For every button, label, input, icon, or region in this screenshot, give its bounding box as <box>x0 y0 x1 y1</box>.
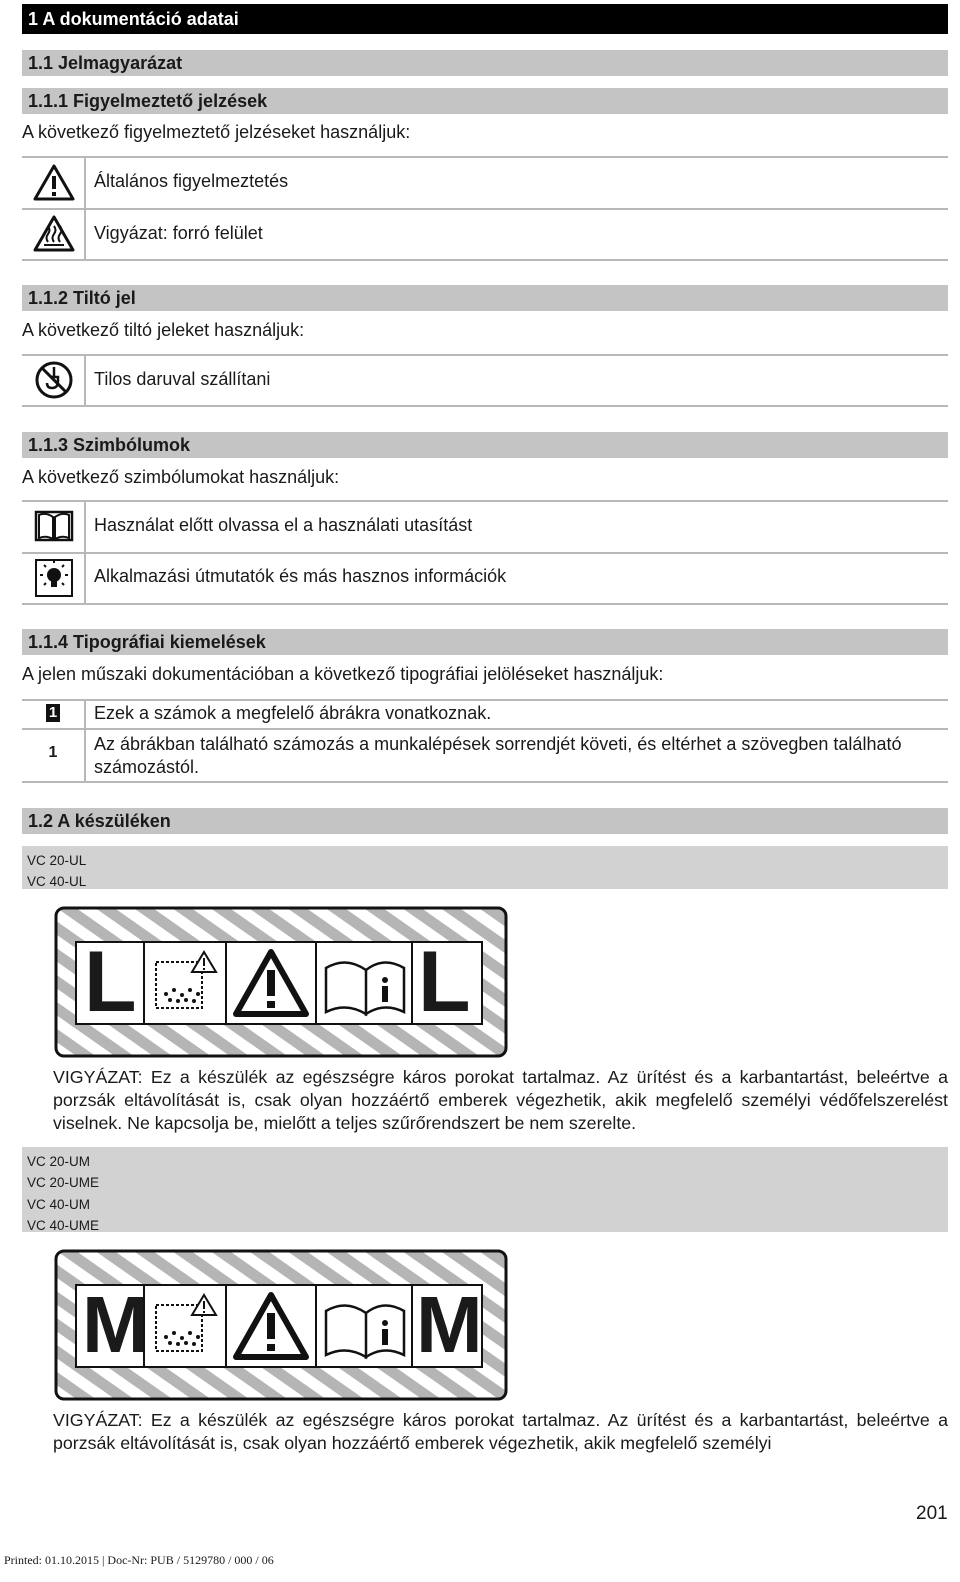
lightbulb-icon <box>30 556 78 600</box>
list-item: Általános figyelmeztetés <box>94 171 289 191</box>
table-divider <box>22 354 948 356</box>
print-footer: Printed: 01.10.2015 | Doc-Nr: PUB / 5129780 / 000 / 06 <box>4 1553 274 1567</box>
hot-surface-icon <box>30 212 78 256</box>
model-name: VC 40-UME <box>27 1217 100 1233</box>
model-name: VC 20-UME <box>27 1175 100 1191</box>
section-title-1-2: 1.2 A készüléken <box>22 808 948 834</box>
table-divider <box>22 781 948 783</box>
table-divider <box>84 355 86 405</box>
list-item: Az ábrákban található számozás a munkalépések sorrendjét követi, és eltérhet a szövegben található számozástól. <box>94 734 902 777</box>
table-divider <box>22 259 948 261</box>
section-intro: A jelen műszaki dokumentációban a következő tipográfiai jelöléseket használjuk: <box>22 664 664 684</box>
list-item: Alkalmazási útmutatók és más hasznos információk <box>94 566 507 586</box>
section-title-1-1-2: 1.1.2 Tiltó jel <box>22 285 948 311</box>
figure-number-marker: 1 <box>46 704 60 722</box>
list-item: Ezek a számok a megfelelő ábrákra vonatkoznak. <box>94 703 492 723</box>
table-divider <box>22 699 948 701</box>
hazard-class-letter: M <box>416 1280 483 1369</box>
table-divider <box>22 405 948 407</box>
warning-text: VIGYÁZAT: Ez a készülék az egészségre káros porokat tartalmaz. Az ürítést és a karbantartást, beleértve a porzsák eltávolítását is, csak olyan hozzáértő emberek végezhetik, akik megfelelő személyi <box>53 1410 948 1453</box>
model-name: VC 40-UM <box>27 1196 91 1212</box>
section-intro: A következő tiltó jeleket használjuk: <box>22 320 305 340</box>
manual-book-icon <box>30 505 78 549</box>
hazard-class-letter: L <box>418 934 471 1030</box>
model-list <box>22 846 948 889</box>
model-list <box>22 1147 948 1232</box>
section-intro: A következő szimbólumokat használjuk: <box>22 467 340 487</box>
table-divider <box>84 157 86 259</box>
table-divider <box>84 700 86 781</box>
list-item: Tilos daruval szállítani <box>94 369 271 389</box>
model-name: VC 20-UL <box>27 853 87 868</box>
list-item: Vigyázat: forró felület <box>94 223 263 243</box>
device-warning-label <box>54 1249 508 1401</box>
device-warning-label <box>54 906 508 1058</box>
no-crane-icon <box>30 358 78 402</box>
section-intro: A következő figyelmeztető jelzéseket használjuk: <box>22 122 411 142</box>
list-item: Használat előtt olvassa el a használati utasítást <box>94 515 473 535</box>
table-divider <box>22 500 948 502</box>
table-divider <box>22 552 948 554</box>
table-divider <box>22 208 948 210</box>
warning-triangle-icon <box>30 161 78 205</box>
model-name: VC 20-UM <box>27 1154 91 1169</box>
section-title-1-1-3: 1.1.3 Szimbólumok <box>22 432 948 458</box>
section-title-1-1: 1.1 Jelmagyarázat <box>22 50 948 76</box>
model-name: VC 40-UL <box>27 874 87 890</box>
page-number: 201 <box>916 1503 948 1524</box>
hazard-class-letter: M <box>82 1280 149 1369</box>
hazard-class-letter: L <box>84 934 137 1030</box>
warning-text: VIGYÁZAT: Ez a készülék az egészségre káros porokat tartalmaz. Az ürítést és a karbantartást, beleértve a porzsák eltávolítását is, csak olyan hozzáértő emberek végezhetik, akik megfelelő személyi védőfelszerelést viselnek. Ne kapcsolja be, mielőtt a teljes szűrőrendszert be nem szerelte. <box>53 1067 948 1133</box>
table-divider <box>22 728 948 730</box>
table-divider <box>22 603 948 605</box>
table-divider <box>84 501 86 603</box>
step-number-marker: 1 <box>48 744 58 761</box>
section-title-1-1-1: 1.1.1 Figyelmeztető jelzések <box>22 88 948 114</box>
chapter-title: 1 A dokumentáció adatai <box>22 4 948 34</box>
section-title-1-1-4: 1.1.4 Tipográfiai kiemelések <box>22 629 948 655</box>
table-divider <box>22 156 948 158</box>
